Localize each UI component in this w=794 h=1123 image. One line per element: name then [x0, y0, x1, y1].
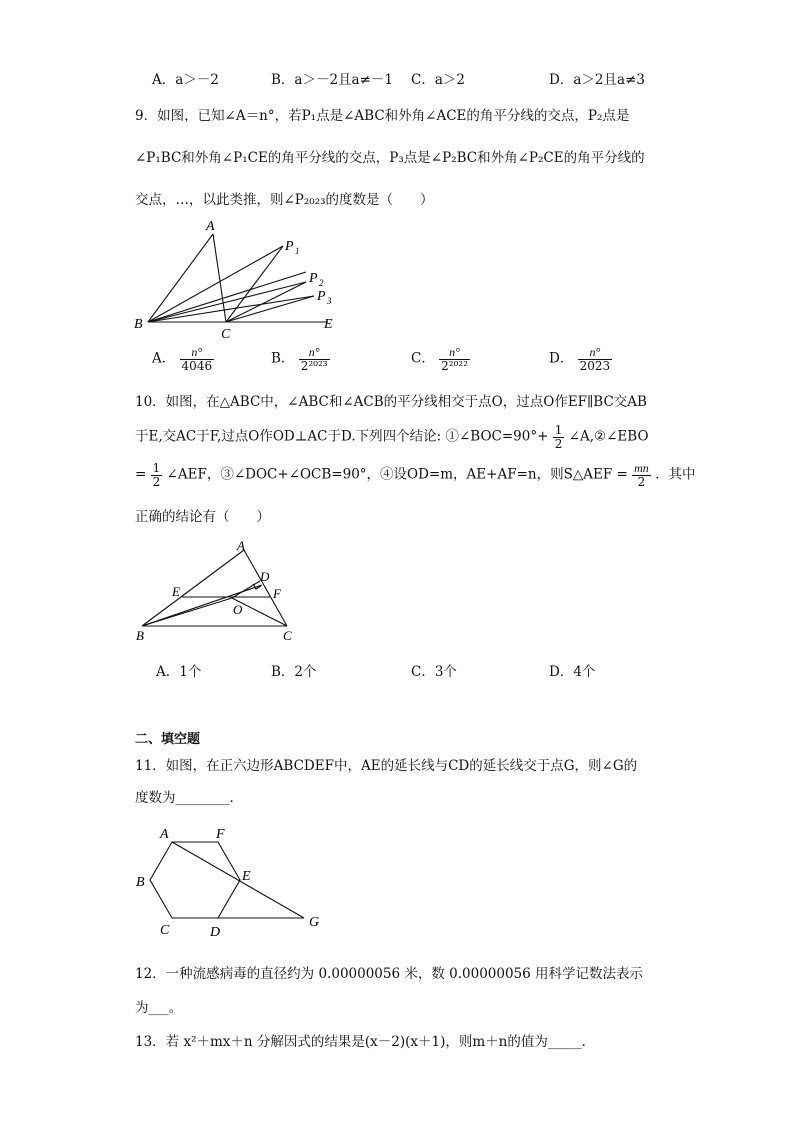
q9-option-d — [549, 346, 612, 372]
q9-label-c: C — [221, 327, 231, 342]
q9-option-a-label: A． — [152, 350, 176, 367]
q9-option-c-num: n° — [439, 346, 470, 360]
q10-line3-frac-num: 1 — [152, 461, 161, 475]
q10-option-b: B．2个 — [271, 664, 317, 680]
q9-option-d-label: D． — [549, 350, 574, 367]
section-title-fill-in: 二、填空题 — [135, 732, 201, 747]
q12-text-line1: 12．一种流感病毒的直径约为 0.00000056 米，数 0.00000056 用科学记数法表示 — [135, 966, 644, 982]
q8-option-c: C．a＞2 — [411, 72, 465, 88]
q10-line3-fraction — [151, 462, 163, 488]
q10-line-ab — [142, 550, 244, 626]
q9-label-p2-sub: 2 — [319, 278, 324, 288]
q11-label-f: F — [216, 827, 225, 842]
q9-label-p2: P — [309, 271, 318, 286]
q10-label-e: E — [172, 584, 180, 599]
q11-label-c: C — [160, 923, 170, 938]
q9-option-a-num: n° — [180, 346, 215, 360]
q11-label-d: D — [210, 925, 221, 940]
q10-text-line1: 10．如图，在△ABC中，∠ABC和∠ACB的平分线相交于点O，过点O作EF∥BC交AB — [135, 394, 647, 410]
q10-line2-fraction — [553, 424, 565, 450]
q11-label-a: A — [160, 827, 169, 842]
q13-text-line1: 13．若 x²＋mx＋n 分解因式的结果是(x－2)(x＋1)，则m＋n的值为_____． — [135, 1034, 596, 1050]
q8-option-b: B．a＞－2且a≠－1 — [271, 72, 394, 88]
q9-figure — [128, 212, 358, 344]
q9-label-p3: P — [317, 289, 326, 304]
q9-label-p1: P — [285, 239, 294, 254]
q11-text-line2: 度数为________． — [135, 790, 243, 806]
q9-option-d-num: n° — [578, 346, 613, 360]
q8-option-a: A．a＞－2 — [152, 72, 219, 88]
q10-line3-frac2-den: 2 — [637, 474, 646, 489]
q9-text-line1: 9．如图，已知∠A＝n°，若P₁点是∠ABC和外角∠ACE的角平分线的交点，P₂点是 — [135, 108, 630, 124]
q10-line3-part-b: ∠AEF，③∠DOC+∠OCB=90°，④设OD=m，AE+AF=n，则S△AEF = — [166, 466, 628, 483]
q10-line2-part-a: 于E,交AC于F,过点O作OD⊥AC于D.下列四个结论: ①∠BOC=90°+ — [135, 428, 549, 445]
q10-line3-frac2-num: mn — [634, 461, 649, 475]
q9-option-b — [271, 346, 330, 372]
q9-line-bp3 — [148, 296, 314, 322]
q10-label-d: D — [260, 569, 270, 584]
q9-label-a: A — [206, 219, 215, 234]
q9-line-cp1 — [226, 246, 283, 322]
q10-label-b: B — [136, 628, 144, 643]
q9-option-c — [411, 346, 470, 372]
q9-label-p1-sub: 1 — [295, 246, 300, 256]
q8-option-d: D．a＞2且a≠3 — [549, 72, 645, 88]
q10-label-c: C — [283, 628, 292, 643]
q10-text-line2 — [135, 424, 649, 450]
q9-option-a — [152, 346, 214, 372]
q9-line-extra — [148, 272, 306, 322]
q10-line-bo — [142, 598, 232, 626]
q10-text-line4: 正确的结论有（ ） — [135, 509, 270, 525]
q11-label-g: G — [309, 915, 320, 930]
q9-text-line3: 交点，…，以此类推，则∠P₂₀₂₃的度数是（ ） — [135, 192, 434, 208]
q9-option-a-fraction — [180, 346, 215, 372]
q9-option-d-den: 2023 — [579, 358, 611, 373]
q11-label-b: B — [136, 875, 145, 890]
q10-line3-frac-den: 2 — [152, 474, 161, 489]
q10-label-f: F — [273, 586, 281, 601]
q10-label-a: A — [237, 538, 245, 553]
q9-line-ba — [148, 234, 213, 322]
q10-line3-part-c: ．其中 — [655, 466, 696, 483]
q9-option-c-label: C． — [411, 350, 435, 367]
q11-figure — [132, 820, 332, 942]
q11-hexagon — [150, 842, 240, 918]
q10-line2-frac-num: 1 — [554, 423, 563, 437]
q11-line-ag — [172, 842, 304, 918]
q9-option-c-fraction — [439, 346, 470, 372]
q9-option-c-den: 2²⁰²² — [441, 358, 469, 373]
q9-text-line2: ∠P₁BC和外角∠P₁CE的角平分线的交点，P₃点是∠P₂BC和外角∠P₂CE的角平分线的 — [135, 150, 645, 166]
q9-option-b-fraction — [299, 346, 330, 372]
q10-label-o: O — [233, 602, 243, 617]
q10-figure — [132, 536, 307, 646]
q9-option-b-den: 2²⁰²³ — [300, 358, 328, 373]
q9-label-p3-sub: 3 — [327, 296, 332, 306]
q10-line2-frac-den: 2 — [554, 436, 563, 451]
q10-line3-fraction2 — [632, 462, 651, 488]
q10-line2-part-b: ∠A,②∠EBO — [568, 428, 649, 445]
q10-text-line3 — [135, 462, 696, 488]
q9-option-b-num: n° — [299, 346, 330, 360]
q10-option-d: D．4个 — [549, 664, 596, 680]
q11-label-e: E — [242, 869, 251, 884]
q9-line-bp2 — [148, 282, 306, 322]
q9-option-b-label: B． — [271, 350, 295, 367]
q9-option-d-fraction — [578, 346, 613, 372]
q12-text-line2: 为___。 — [135, 1000, 183, 1016]
q11-text-line1: 11．如图，在正六边形ABCDEF中，AE的延长线与CD的延长线交于点G，则∠G的 — [135, 758, 638, 774]
q10-option-c: C．3个 — [411, 664, 457, 680]
q9-label-b: B — [134, 317, 143, 332]
q9-line-ac — [213, 234, 226, 322]
q10-line3-part-a: = — [135, 466, 147, 483]
q9-option-a-den: 4046 — [181, 358, 213, 373]
q9-label-e: E — [324, 317, 333, 332]
q10-option-a: A．1个 — [156, 664, 202, 680]
